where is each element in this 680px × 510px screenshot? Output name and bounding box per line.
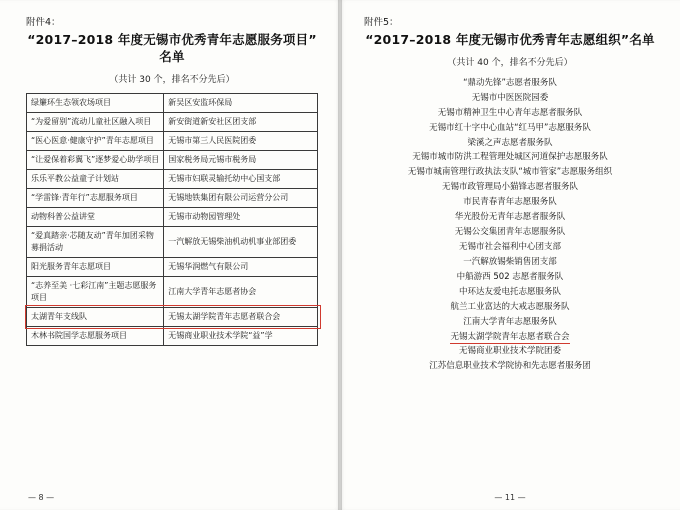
table-row <box>27 131 318 150</box>
page-title-left-line1: “2017–2018 年度无锡市优秀青年志愿服务项目” <box>27 32 317 47</box>
table-row <box>27 112 318 131</box>
list-item-label: 无锡市社会福利中心团支部 <box>458 242 561 253</box>
list-item-label: “鼎动先锋”志愿者服务队 <box>463 77 557 88</box>
table-row <box>27 257 318 276</box>
list-item <box>364 255 656 270</box>
table-row <box>27 169 318 188</box>
table-row <box>27 93 318 112</box>
list-item <box>364 210 656 225</box>
list-item <box>364 285 656 300</box>
page-subtitle-right: （共计 40 个，排名不分先后） <box>447 57 573 68</box>
list-item-label: 无锡市精神卫生中心青年志愿者服务队 <box>437 107 583 118</box>
project-name-cell: 木林书院国学志愿服务项目 <box>27 326 164 345</box>
list-item-label: 中环达友爱电托志愿服务队 <box>458 286 561 297</box>
project-name-cell: “爱真踏亲·芯随友动”青年加团采物募捐活动 <box>27 226 164 257</box>
list-item <box>364 180 656 195</box>
right-document-page <box>340 0 680 510</box>
list-item <box>364 359 656 374</box>
list-item-label: 无锡市红十字中心血站“红马甲”志愿服务队 <box>429 122 591 133</box>
project-name-cell: 动物科普公益讲堂 <box>27 207 164 226</box>
page-title-left-line2: 名单 <box>159 48 185 64</box>
list-item <box>364 136 656 151</box>
list-item-label: 无锡市中医医院园委 <box>471 92 549 103</box>
list-item-label: 华光股份无青年志愿者服务队 <box>454 212 566 223</box>
project-list-body <box>27 93 318 345</box>
project-org-cell: 无锡市妇联灵输托幼中心国支部 <box>164 169 318 188</box>
list-item-label: 江苏信息职业技术学院协和先志愿者服务团 <box>429 361 591 372</box>
page-title-right: “2017–2018 年度无锡市优秀青年志愿组织”名单 <box>365 32 655 47</box>
list-item <box>364 165 656 180</box>
list-item <box>364 300 656 315</box>
list-item-label: 无锡市城南管理行政执法支队“城市管家”志愿服务组织 <box>407 167 613 178</box>
list-item <box>364 225 656 240</box>
project-name-cell: “让爱保着彩翼飞”逐梦爱心助学项目 <box>27 150 164 169</box>
list-item-label: 航兰工业富达的大戒志愿服务队 <box>450 301 570 312</box>
list-item-highlighted <box>364 330 656 345</box>
table-row <box>27 226 318 257</box>
project-org-cell: 无锡市动物园管理处 <box>164 207 318 226</box>
list-item-label: 无锡市政管理局小猫锋志愿者服务队 <box>441 182 578 193</box>
list-item-label: 江南大学青年志愿服务队 <box>463 316 557 327</box>
table-row <box>27 207 318 226</box>
table-row <box>27 150 318 169</box>
project-org-cell: 无锡市第三人民医院团委 <box>164 131 318 150</box>
project-org-cell: 江南大学青年志愿者协会 <box>164 276 318 307</box>
list-item-label: 无锡商业职业技术学院团委 <box>458 346 561 357</box>
attachment-label-left: 附件4： <box>26 17 61 28</box>
project-name-cell: 阳光服务青年志愿项目 <box>27 257 164 276</box>
table-row <box>27 188 318 207</box>
project-list-table <box>26 93 318 346</box>
project-name-cell: “志养至美 ·七彩江南”主题志愿服务项目 <box>27 276 164 307</box>
project-name-cell: “医心医意·健康守护”青年志愿项目 <box>27 131 164 150</box>
project-org-cell: 无锡太湖学院青年志愿者联合会 <box>164 307 318 326</box>
list-item <box>364 91 656 106</box>
list-item <box>364 270 656 285</box>
table-row <box>27 276 318 307</box>
project-name-cell: “学雷锋·青年行”志愿服务项目 <box>27 188 164 207</box>
page-subtitle-left: （共计 30 个，排名不分先后） <box>109 74 235 85</box>
project-org-cell: 一汽解放无锡柴油机动机事业部团委 <box>164 226 318 257</box>
project-org-cell: 无锡华润燃气有限公司 <box>164 257 318 276</box>
project-name-cell: 绿簾环生态领农场项目 <box>27 93 164 112</box>
list-item-label: 无锡太湖学院青年志愿者联合会 <box>450 331 570 342</box>
project-name-cell: 太湖青年支线队 <box>27 307 164 326</box>
attachment-label-right: 附件5： <box>364 17 399 28</box>
page-number-right: — 11 — <box>494 493 526 502</box>
list-item-label: 无锡市城市防洪工程管理处城区河道保护志愿服务队 <box>412 152 608 163</box>
project-org-cell: 无锡商业职业技术学院“益”学 <box>164 326 318 345</box>
list-item-label: 市民青春青年志愿服务队 <box>463 197 557 208</box>
list-item-label: 中船游西 502 志愿者服务队 <box>456 271 564 282</box>
list-item <box>364 76 656 91</box>
page-title-left <box>26 32 318 66</box>
project-org-cell: 新吴区安监环保局 <box>164 93 318 112</box>
table-row-highlighted <box>27 307 318 326</box>
list-item <box>364 195 656 210</box>
list-item-label: 一汽解放锡柴销售团支部 <box>463 256 557 267</box>
project-org-cell: 国家税务局元锡市税务局 <box>164 150 318 169</box>
list-item <box>364 150 656 165</box>
list-item <box>364 106 656 121</box>
project-name-cell: 乐乐平教公益童子计划站 <box>27 169 164 188</box>
table-row <box>27 326 318 345</box>
list-item <box>364 240 656 255</box>
project-name-cell: “为爱留别”流动儿童社区融入项目 <box>27 112 164 131</box>
list-item-label: 梁溪之声志愿者服务队 <box>467 137 553 148</box>
page-number-left: — 8 — <box>28 493 55 502</box>
book-spine-shadow <box>338 0 342 510</box>
organization-list <box>364 76 656 374</box>
list-item <box>364 121 656 136</box>
list-item <box>364 344 656 359</box>
list-item-label: 无锡公交集团青年志愿服务队 <box>454 227 566 238</box>
project-org-cell: 新安街道新安社区团支部 <box>164 112 318 131</box>
list-item <box>364 315 656 330</box>
project-org-cell: 无锡地铁集团有限公司运营分公司 <box>164 188 318 207</box>
